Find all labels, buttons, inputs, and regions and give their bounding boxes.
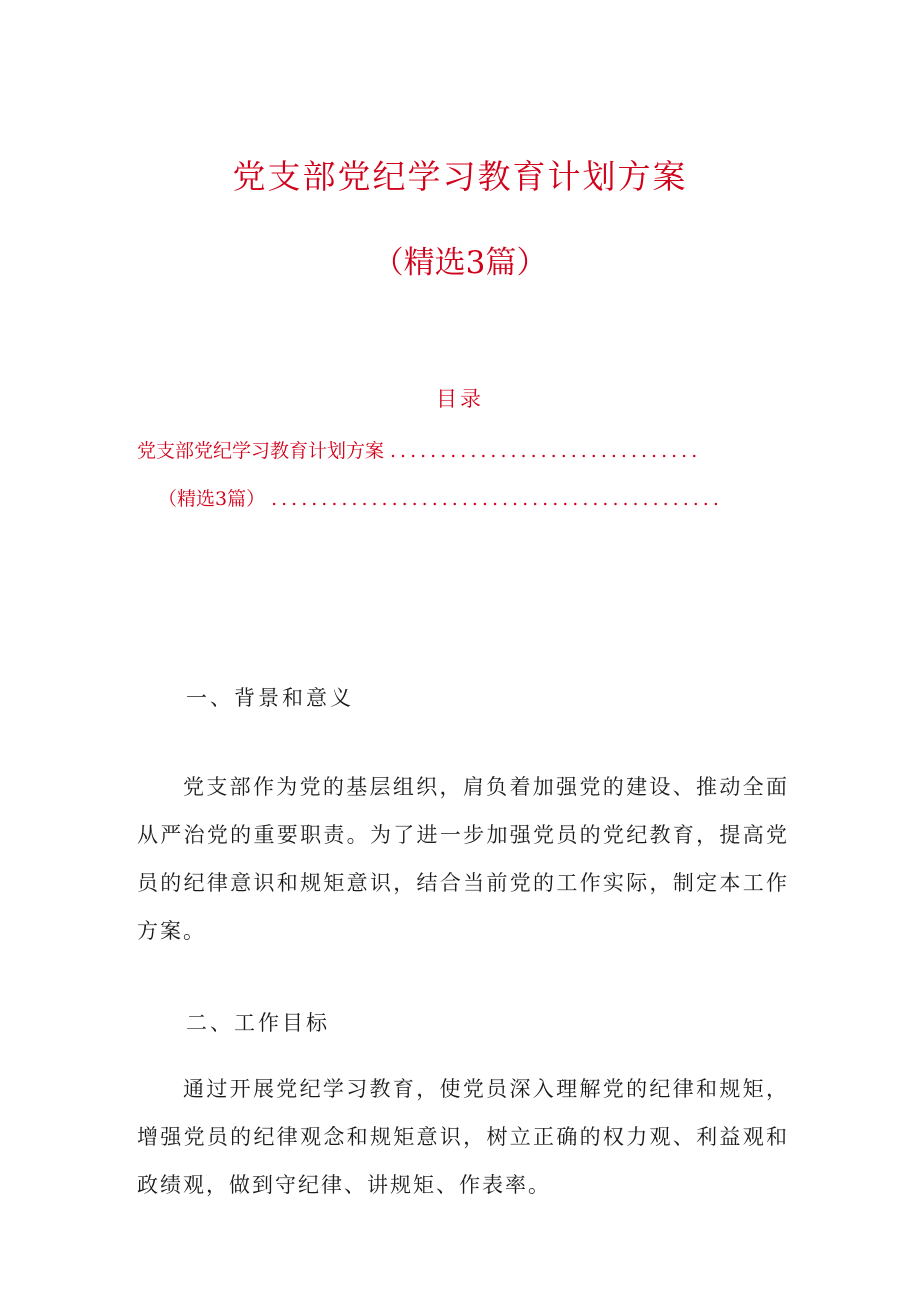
toc-entry-leader: ............................................. bbox=[271, 488, 723, 510]
document-subtitle: （精选3篇） bbox=[372, 245, 548, 281]
section-paragraph-goals: 通过开展党纪学习教育，使党员深入理解党的纪律和规矩，增强党员的纪律观念和规矩意识，树立正确的权力观、利益观和政绩观，做到守纪律、讲规矩、作表率。 bbox=[137, 1077, 789, 1197]
document-title: 党支部党纪学习教育计划方案 bbox=[232, 157, 688, 196]
toc-entry-label: （精选3篇） bbox=[158, 488, 266, 510]
toc-entry-label: 党支部党纪学习教育计划方案 bbox=[137, 440, 385, 462]
toc-entry-subtitle[interactable] bbox=[158, 485, 723, 513]
section-heading-background: 一、背景和意义 bbox=[186, 686, 354, 710]
toc-heading: 目录 bbox=[436, 387, 484, 411]
toc-entry-leader: ............................... bbox=[390, 440, 702, 462]
section-paragraph-background: 党支部作为党的基层组织，肩负着加强党的建设、推动全面从严治党的重要职责。为了进一步加强党员的党纪教育，提高党员的纪律意识和规矩意识，结合当前党的工作实际，制定本工作方案。 bbox=[137, 775, 789, 943]
section-heading-goals: 二、工作目标 bbox=[186, 1011, 330, 1035]
toc-entry-title[interactable] bbox=[137, 437, 701, 465]
